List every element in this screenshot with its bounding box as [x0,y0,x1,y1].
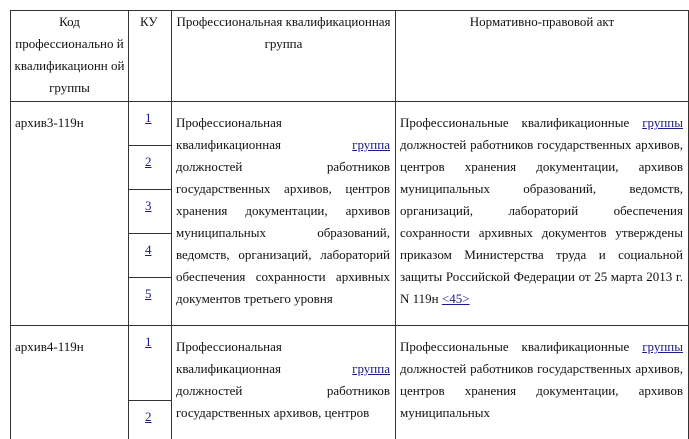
group-text-after: должностей работников государственных архивов, центров [176,383,390,420]
act-text-before: Профессиональные квалификационные [400,339,630,354]
group-description-cell [172,102,396,326]
ku-cell [129,190,172,234]
header-ku: КУ [129,11,172,102]
act-text-after: должностей работников государственных архивов, центров хранения документации, архивов муниципальных образований, ведомств, организаций, лабораторий обеспечения сохранности архивных документов утверждены приказом Министерства труда и социальной защиты Российской Федерации от 25 марта 2013 г. N 119н [400,137,683,306]
ku-cell [129,102,172,146]
group-code-cell: архив4-119н [11,326,129,439]
group-text-before: Профессиональная квалификационная [176,339,282,376]
group-link[interactable]: группа [352,137,390,152]
group-code-cell: архив3-119н [11,102,129,326]
act-link[interactable]: группы [642,115,683,130]
ku-cell [129,278,172,326]
ku-cell [129,146,172,190]
regulatory-act-cell [396,326,689,439]
act-text-after: должностей работников государственных архивов, центров хранения документации, архивов муниципальных [400,361,683,420]
group-text-before: Профессиональная квалификационная [176,115,282,152]
ku-cell [129,234,172,278]
act-link[interactable]: группы [642,339,683,354]
regulatory-act-cell [396,102,689,326]
table-header-row [11,11,689,102]
ku-link[interactable]: 2 [145,409,152,424]
ku-cell [129,326,172,401]
ku-link[interactable]: 5 [145,286,152,301]
ku-link[interactable]: 1 [145,334,152,349]
ku-link[interactable]: 1 [145,110,152,125]
act-text-before: Профессиональные квалификационные [400,115,630,130]
group-text-after: должностей работников государственных архивов, центров хранения документации, архивов муниципальных образований, ведомств, организаций, лабораторий обеспечения сохранности архивных документов третьего уровня [176,159,390,306]
ku-cell [129,401,172,439]
ku-link[interactable]: 2 [145,154,152,169]
footnote-link[interactable]: <45> [441,291,470,306]
qualification-groups-table [10,10,689,439]
group-link[interactable]: группа [352,361,390,376]
header-group: Профессиональная квалификационная группа [172,11,396,102]
header-act: Нормативно-правовой акт [396,11,689,102]
table-row [11,102,689,146]
header-code: Код профессионально й квалификационн ой группы [11,11,129,102]
ku-link[interactable]: 3 [145,198,152,213]
table-row [11,326,689,401]
group-description-cell [172,326,396,439]
ku-link[interactable]: 4 [145,242,152,257]
